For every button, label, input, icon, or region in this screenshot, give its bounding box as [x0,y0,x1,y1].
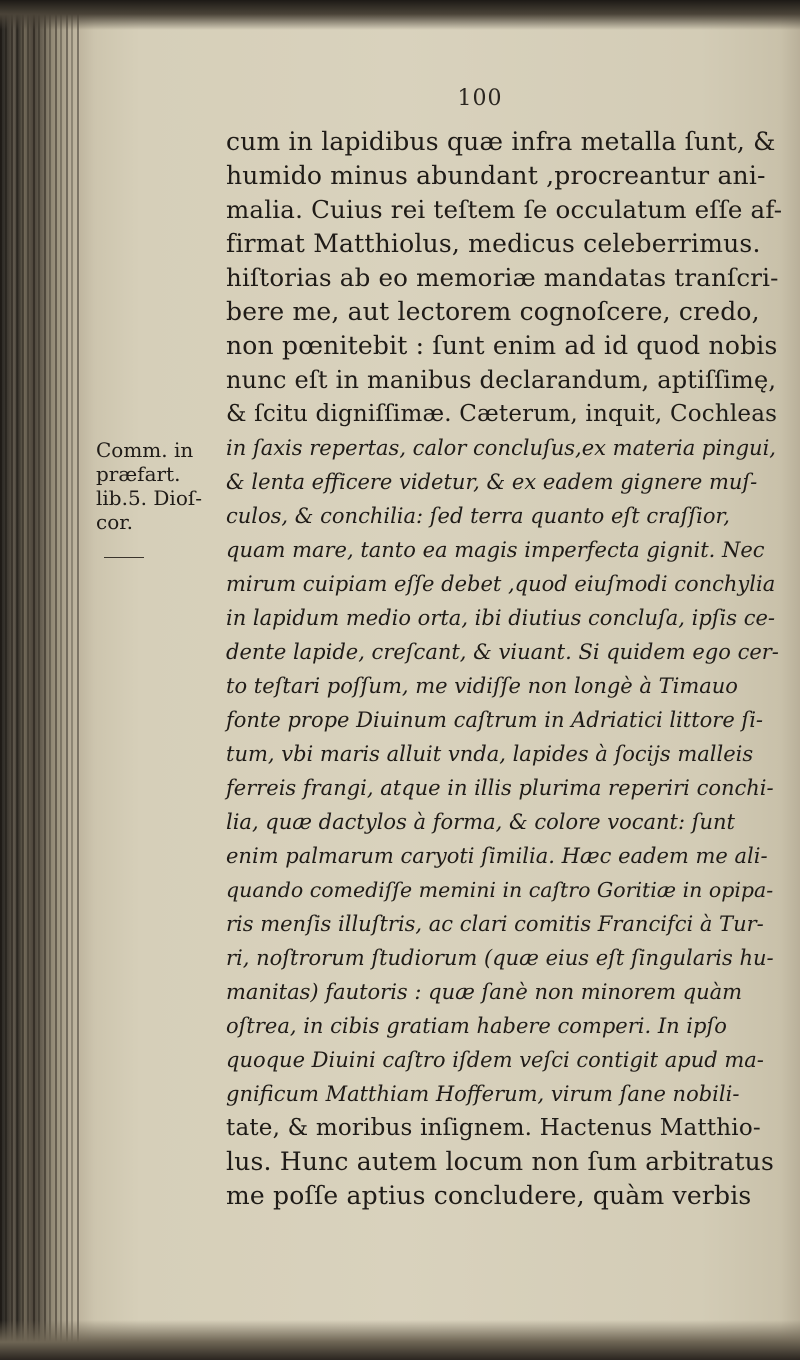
text-line: non pœnitebit : ſunt enim ad id quod nobis [226,331,778,360]
text-line: humido minus abundant ,procreantur ani- [226,161,766,190]
margin-note-line: lib.5. Dioſ- [96,486,203,510]
text-line: me poſſe aptius concludere, quàm verbis [226,1181,752,1210]
text-line: tum, vbi maris alluit vnda, lapides à ſocijs malleis [226,742,754,766]
text-line: & ſcitu digniſſimæ. Cæterum, inquit, Cochleas [226,401,778,427]
book-gutter [0,0,80,1360]
text-line: quam mare, tanto ea magis imperfecta gignit. Nec [226,538,765,562]
text-line: nunc eſt in manibus declarandum, aptiſſimę, [226,366,777,394]
text-line: bere me, aut lectorem cognoſcere, credo, [226,297,760,326]
text-line: gnificum Matthiam Hofferum, virum ſane nobili- [226,1082,740,1106]
text-line: culos, & conchilia: ſed terra quanto eſt craſſior, [226,504,730,528]
margin-note-line: præfart. [96,462,181,486]
text-line: lia, quæ dactylos à forma, & colore vocant: ſunt [226,810,735,834]
margin-note-line: cor. [96,510,133,534]
text-line: tate, & moribus inſignem. Hactenus Matthio- [226,1115,761,1141]
text-line: fonte prope Diuinum caſtrum in Adriatici littore ſi- [226,708,764,732]
text-line: oſtrea, in cibis gratiam habere comperi. In ipſo [226,1014,727,1038]
text-line: ris menſis illuſtris, ac clari comitis Francifci à Tur- [226,912,764,936]
text-line: quando comediſſe memini in caſtro Goritiæ in opipa- [226,878,774,902]
text-line: ri, noſtrorum ſtudiorum (quæ eius eſt ſingularis hu- [226,946,774,970]
text-line: quoque Diuini caſtro iſdem veſci contigit apud ma- [226,1048,764,1072]
margin-note-line: Comm. in [96,438,194,462]
text-line: to teſtari poſſum, me vidiſſe non longè à Timauo [226,674,738,698]
page-top-edge [0,0,800,30]
text-line: cum in lapidibus quæ infra metalla ſunt, & [226,127,776,156]
margin-note-underline [104,557,144,558]
text-line: malia. Cuius rei teſtem ſe occulatum eſſe af- [226,195,783,224]
page-number: 100 [457,86,503,111]
text-line: firmat Matthiolus, medicus celeberrimus. [226,229,761,258]
text-line: enim palmarum caryoti ſimilia. Hæc eadem me ali- [226,844,768,868]
text-line: manitas) fautoris : quæ ſanè non minorem quàm [226,980,743,1004]
text-line: ferreis frangi, atque in illis plurima reperiri conchi- [226,776,774,800]
text-line: & lenta efficere videtur, & ex eadem gignere muſ- [226,470,758,494]
text-line: mirum cuipiam eſſe debet ,quod eiuſmodi conchylia [226,572,776,596]
text-line: in lapidum medio orta, ibi diutius concluſa, ipſis ce- [226,606,776,630]
page-bottom-edge [0,1320,800,1360]
margin-reference-note [96,438,226,534]
text-line: hiſtorias ab eo memoriæ mandatas tranſcri- [226,263,779,292]
text-line: in ſaxis repertas, calor concluſus,ex materia pingui, [226,436,776,460]
text-line: dente lapide, creſcant, & viuant. Si quidem ego cer- [226,640,779,664]
text-line: lus. Hunc autem locum non ſum arbitratus [226,1147,775,1176]
